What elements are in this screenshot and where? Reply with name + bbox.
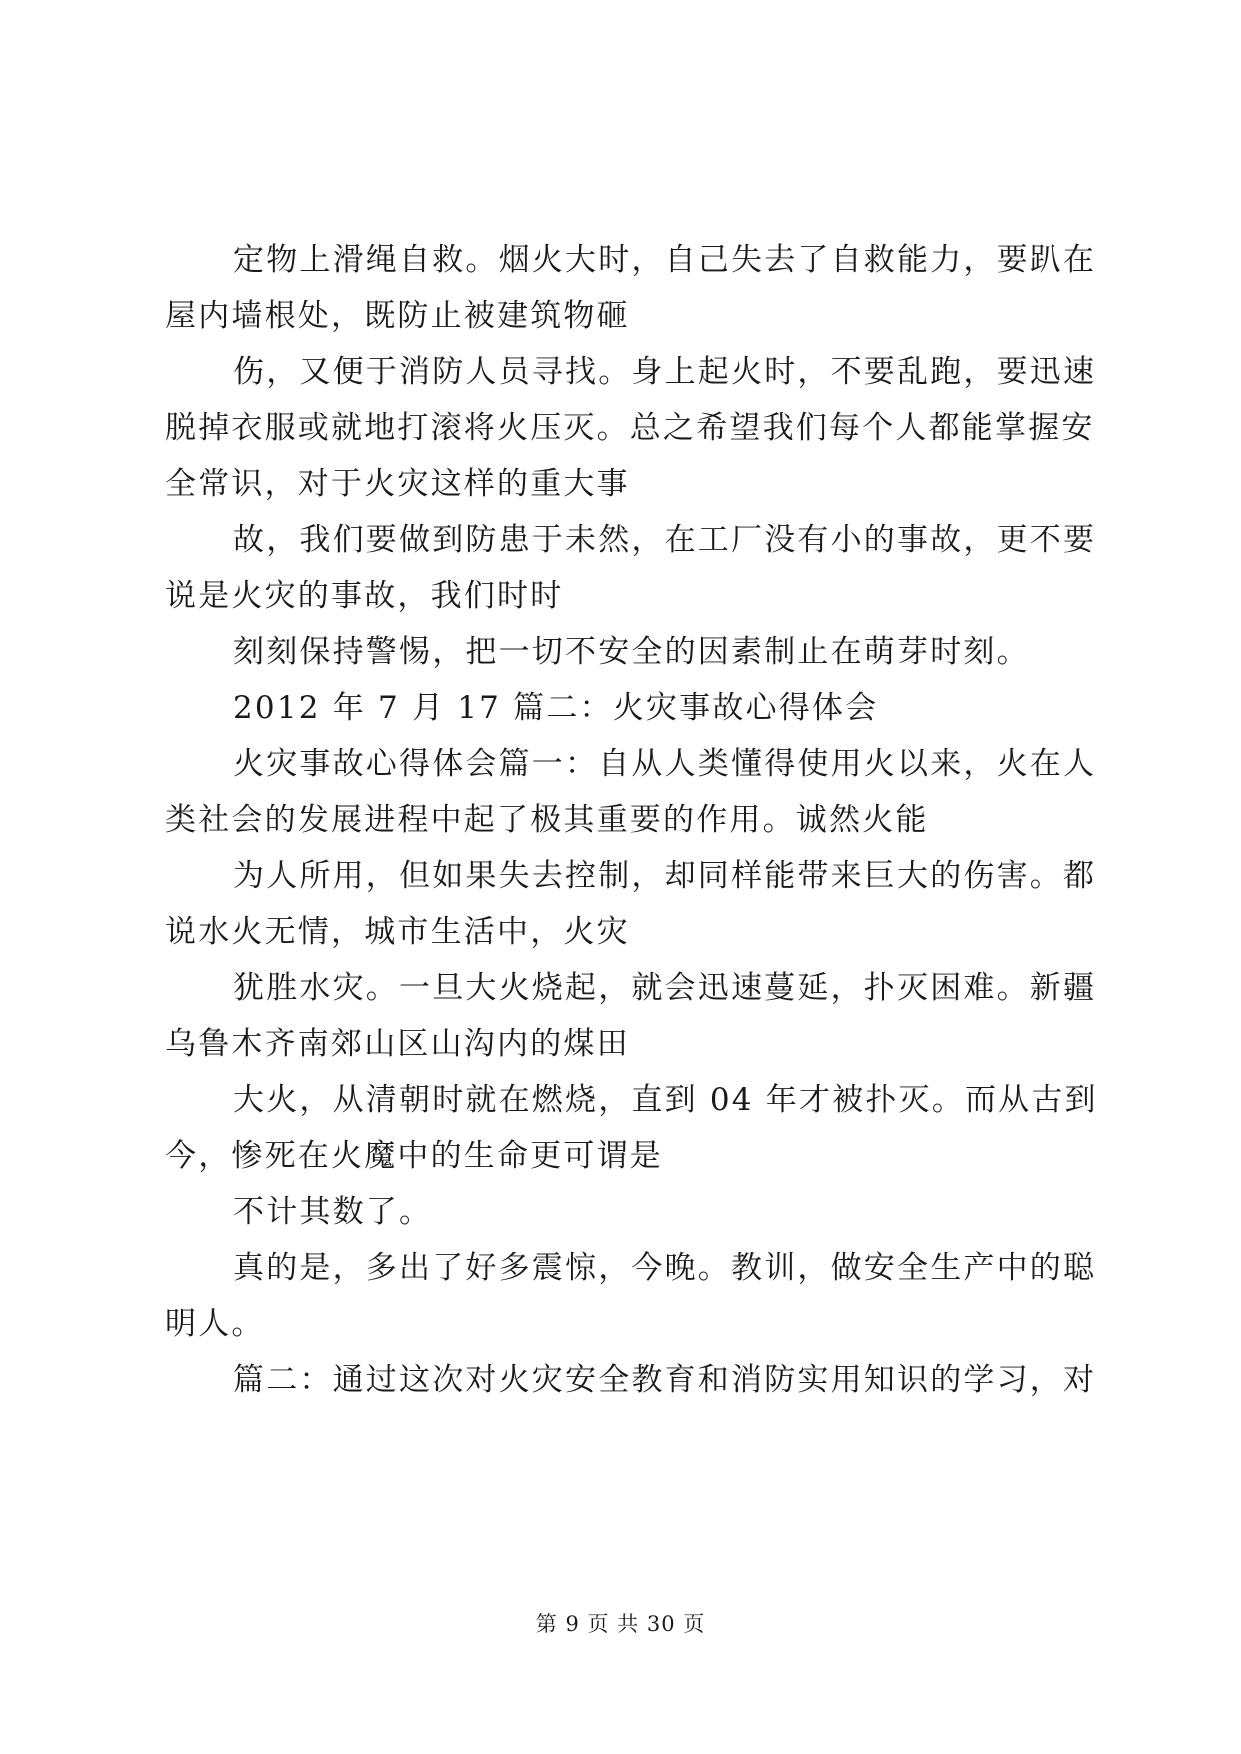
text-line: 说水火无情，城市生活中，火灾 [165,914,630,950]
text-line: 故，我们要做到防患于未然，在工厂没有小的事故，更不要 [233,522,1097,558]
text-line: 说是火灾的事故，我们时时 [165,578,564,614]
text-line: 犹胜水灾。一旦大火烧起，就会迅速蔓延，扑灭困难。新疆 [233,970,1097,1006]
text-line: 真的是，多出了好多震惊，今晚。教训，做安全生产中的聪 [233,1250,1097,1286]
document-body [165,232,1098,1408]
text-line: 篇二：通过这次对火灾安全教育和消防实用知识的学习，对 [233,1362,1097,1398]
text-line: 不计其数了。 [233,1194,433,1230]
text-line: 屋内墙根处，既防止被建筑物砸 [165,298,630,334]
text-line: 今，惨死在火魔中的生命更可谓是 [165,1138,663,1174]
text-line: 乌鲁木齐南郊山区山沟内的煤田 [165,1026,630,1062]
text-line: 定物上滑绳自救。烟火大时，自己失去了自救能力，要趴在 [233,242,1097,278]
text-line: 脱掉衣服或就地打滚将火压灭。总之希望我们每个人都能掌握安 [165,410,1095,446]
text-line: 火灾事故心得体会篇一：自从人类懂得使用火以来，火在人 [233,746,1097,782]
text-line: 全常识，对于火灾这样的重大事 [165,466,630,502]
page-footer [0,1608,1241,1638]
section-heading-line: 2012 年 7 月 17 篇二：火灾事故心得体会 [233,690,879,726]
text-line: 类社会的发展进程中起了极其重要的作用。诚然火能 [165,802,929,838]
text-line: 伤，又便于消防人员寻找。身上起火时，不要乱跑，要迅速 [233,354,1097,390]
text-line: 刻刻保持警惕，把一切不安全的因素制止在萌芽时刻。 [233,634,1030,670]
page-number-label: 第 9 页 共 30 页 [535,1612,706,1636]
text-line: 为人所用，但如果失去控制，却同样能带来巨大的伤害。都 [233,858,1097,894]
text-line: 大火，从清朝时就在燃烧，直到 04 年才被扑灭。而从古到 [233,1082,1098,1118]
text-line: 明人。 [165,1306,265,1342]
